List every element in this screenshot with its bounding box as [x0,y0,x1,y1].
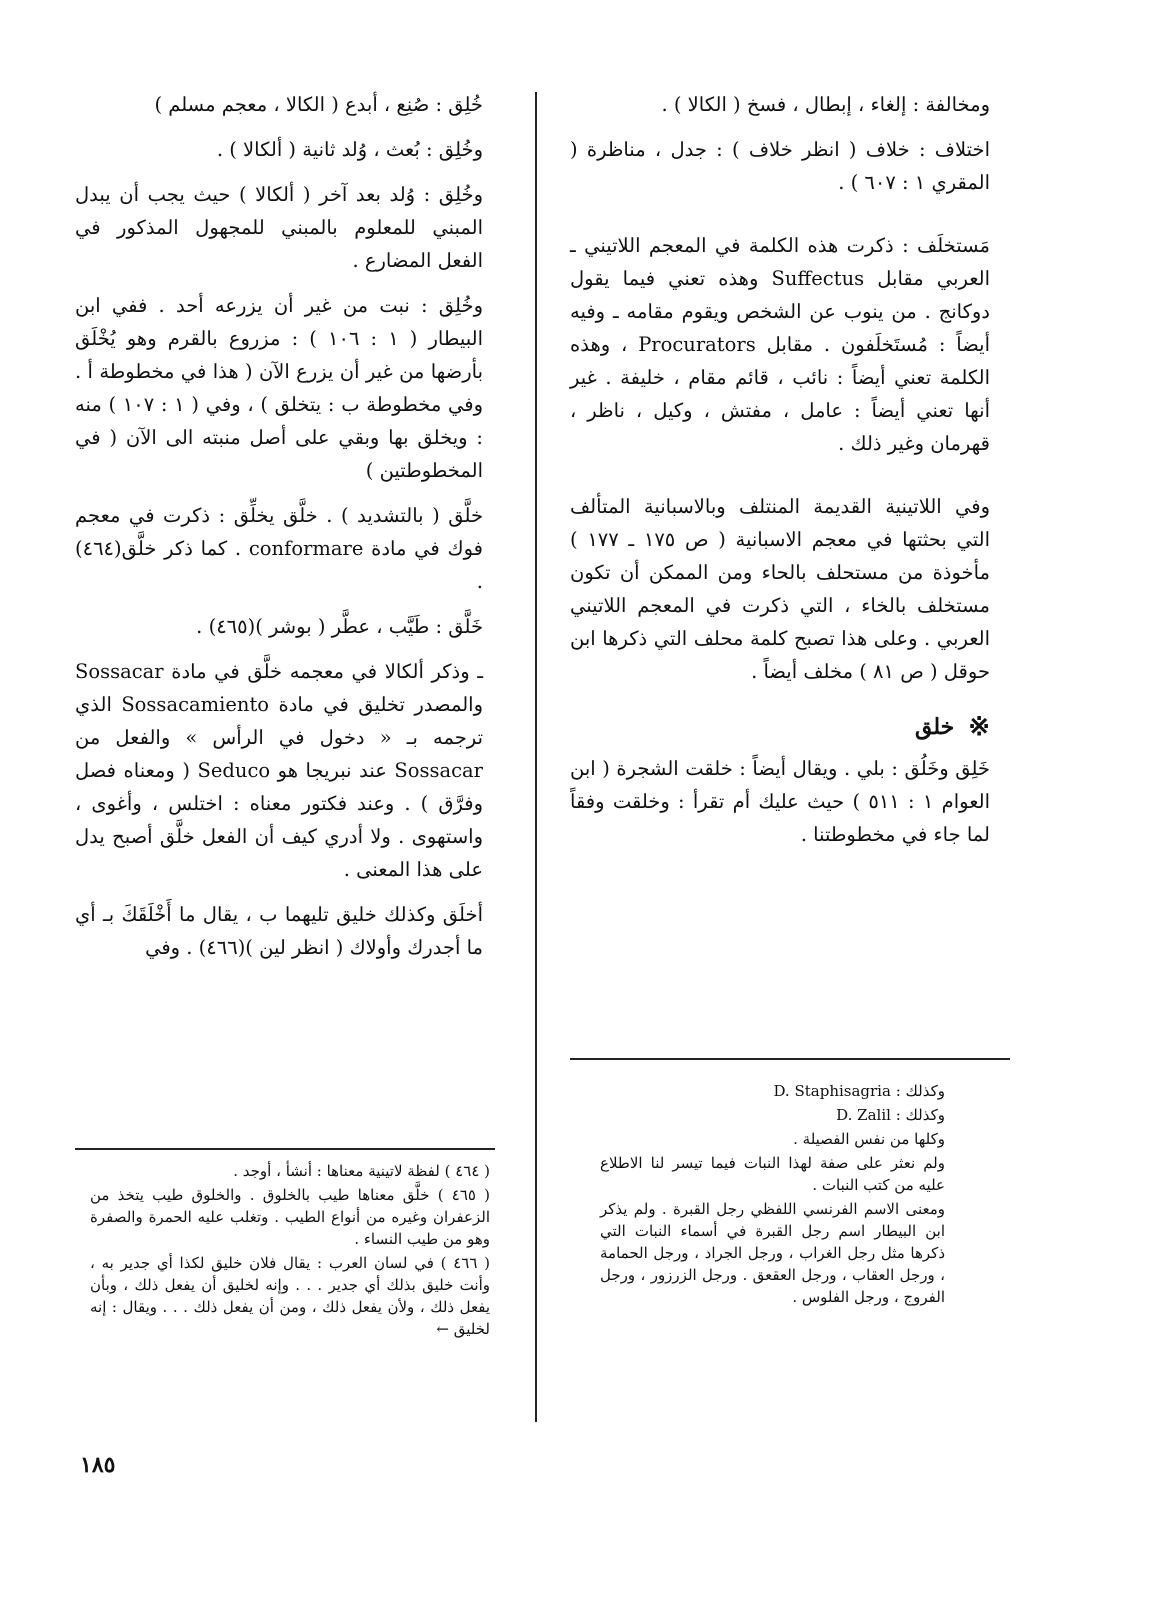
paragraph: وخُلِق : نبت من غير أن يزرعه أحد . ففي ابن البيطار ( ١ : ١٠٦ ) : مزروع بالقرم وهو يُخْلَق بأرضها من غير أن يزرع الآن ( هذا في مخطوطة أ . وفي مخطوطة ب : يتخلق ) ، وفي ( ١ : ١٠٧ ) منه : ويخلق بها وبقي على أصل منبته الى الآن ( في المخطوطتين ) [75,294,484,482]
right-footnotes [600,1080,945,1310]
paragraph: مَستخلَف : ذكرت هذه الكلمة في المعجم اللاتيني ـ العربي مقابل Suffectus وهذه تعني فيما يقول دوكانج . من ينوب عن الشخص ويقوم مقامه ـ وفيه أيضاً : مُستَخلَفون . مقابل Procurators ، وهذه الكلمة تعني أيضاً : نائب ، قائم مقام ، خليفة . غير أنها تعني أيضاً : عامل ، مفتش ، وكيل ، ناظر ، قهرمان وغير ذلك . [570,234,990,455]
left-footnotes [90,1160,490,1342]
footnote: ومعنى الاسم الفرنسي اللفظي رجل القبرة . ولم يذكر ابن البيطار اسم رجل القبرة في أسماء النبات التي ذكرها مثل رجل الغراب ، ورجل الجراد ، ورجل الحمامة ، ورجل العقاب ، ورجل العقعق . ورجل الزرزور ، ورجل الفروج ، ورجل الفلوس . [600,1200,945,1306]
paragraph: اختلاف : خلاف ( انظر خلاف ) : جدل ، مناظرة ( المقري ١ : ٦٠٧ ) . [570,138,990,194]
footnote: ولم نعثر على صفة لهذا النبات فيما تيسر لنا الاطلاع عليه من كتب النبات . [600,1154,945,1194]
footnote-rule-left [75,1148,495,1150]
paragraph: خَلَّق : طَيَّب ، عطَّر ( بوشر )(٤٦٥) . [196,615,483,638]
right-column [570,88,990,863]
paragraph: خلَّق ( بالتشديد ) . خلَّق يخلِّق : ذكرت في معجم فوك في مادة conformare . كما ذكر خلَّق(٤٦٤) . [75,504,483,593]
paragraph: خُلِق : صُنِع ، أبدع ( الكالا ، معجم مسلم ) [154,93,483,116]
footnote: وكلها من نفس الفصيلة . [793,1130,945,1148]
paragraph: وفي اللاتينية القديمة المنتلف وبالاسبانية المتألف التي بحثتها في معجم الاسبانية ( ص ١٧٥ ـ ١٧٧ ) مأخوذة من مستحلف بالحاء ومن الممكن أن تكون مستخلف بالخاء ، التي ذكرت في المعجم اللاتيني العربي . وعلى هذا تصبح كلمة محلف التي ذكرها ابن حوقل ( ص ٨١ ) مخلف أيضاً . [570,495,990,683]
paragraph: ـ وذكر ألكالا في معجمه خلَّق في مادة Sossacar والمصدر تخليق في مادة Sossacamiento الذي ترجمه بـ « دخول في الرأس » والفعل من Sossacar عند نبريجا هو Seduco ( ومعناه فصل وفرَّق ) . وعند فكتور معناه : اختلس ، وأغوى ، واستهوى . ولا أدري كيف أن الفعل خلَّق أصبح يدل على هذا المعنى . [75,660,483,881]
entry-heading [570,712,990,742]
paragraph: وخُلِق : وُلد بعد آخر ( ألكالا ) حيث يجب أن يبدل المبني للمعلوم بالمبني للمجهول المذكور في الفعل المضارع . [75,183,483,272]
paragraph: ومخالفة : إلغاء ، إبطال ، فسخ ( الكالا ) . [661,93,990,116]
paragraph: أخلَق وكذلك خليق تليهما ب ، يقال ما أَخْلَقَكَ بـ أي ما أجدرك وأولاك ( انظر لين )(٤٦٦) . وفي [75,903,483,959]
paragraph: خَلِق وخَلُق : بلي . ويقال أيضاً : خلقت الشجرة ( ابن العوام ١ : ٥١١ ) حيث عليك أم تقرأ : وخلقت وفقاً لما جاء في مخطوطتنا . [570,757,991,846]
asterisk-icon: ※ [968,712,990,742]
heading-text: خلق [914,714,955,740]
footnote: ( ٤٦٤ ) لفظة لاتينية معناها : أنشأ ، أوجد . [233,1162,490,1180]
footnote: وكذلك : D. Zalil [836,1106,945,1124]
footnote: ( ٤٦٦ ) في لسان العرب : يقال فلان خليق لكذا أي جدير به ، وأنت خليق بذلك أي جدير . . . وإنه لخليق أن يفعل ذلك ، وبأن يفعل ذلك ، ولأن يفعل ذلك ، ومن أن يفعل ذلك . . . ويقال : إنه لخليق ← [90,1254,490,1338]
footnote: وكذلك : D. Staphisagria [773,1082,945,1100]
page-number: ١٨٥ [80,1452,116,1478]
left-column [75,88,483,976]
paragraph: وخُلِق : بُعث ، وُلد ثانية ( ألكالا ) . [216,138,483,161]
column-divider [535,92,537,1422]
footnote: ( ٤٦٥ ) خلَّق معناها طيب بالخلوق . والخلوق طيب يتخذ من الزعفران وغيره من أنواع الطيب . وتغلب عليه الحمرة والصفرة وهو من طيب النساء . [90,1186,490,1248]
footnote-rule-right [570,1058,1010,1060]
